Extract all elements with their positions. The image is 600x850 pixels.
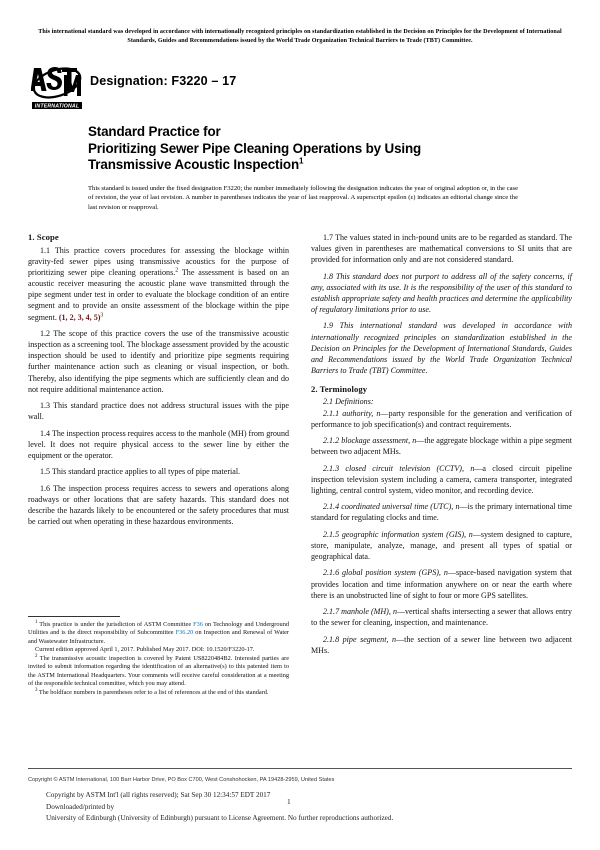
term-gis: 2.1.5 geographic information system (GIS), n	[323, 529, 473, 539]
footnote-current-edition: Current edition approved April 1, 2017. Published May 2017. DOI: 10.1520/F3220-17.	[35, 646, 255, 653]
p1-1-footnote-marker: 2	[175, 267, 179, 274]
wto-tbt-banner: This international standard was developed in accordance with internationally recognized principles on standardization established in the Decision on Principles for the Development of International Standards, Guides and Recommendations issued by the World Trade Organization Technical Barriers to Trade (TBT) Committee.	[38, 29, 562, 45]
paragraph-1-1	[28, 245, 289, 323]
footnote-3-text: The boldface numbers in parentheses refer to a list of references at the end of this standard.	[37, 688, 269, 696]
paragraph-1-2: 1.2 The scope of this practice covers the use of the transmissive acoustic inspection as a screening tool. The blockage assessment provided by the acoustic inspection should be used to identify and prioritize pipe segments requiring further maintenance action such as cleaning or visual inspection, or both. Thereby, also identifying the pipe segments which are sufficiently clean and do not require additional maintenance action.	[28, 328, 289, 394]
def-gis: —system designed to capture, store, manipulate, analyze, manage, and present all types of spatial or geographical data.	[311, 529, 572, 562]
footnote-1-text-a: This practice is under the jurisdiction of ASTM Committee	[37, 620, 194, 628]
paragraph-2-1-5	[311, 529, 572, 562]
footnote-1-text-c: on Inspection and Renewal of Water and Wastewater Infrastructure.	[28, 629, 289, 645]
paragraph-2-1-7	[311, 606, 572, 628]
astm-logo-icon	[31, 60, 83, 110]
title-line-1: Standard Practice for	[88, 124, 221, 139]
document-title	[88, 124, 518, 174]
license-line-1: Copyright by ASTM Int'l (all rights reserved); Sat Sep 30 12:34:57 EDT 2017	[46, 791, 271, 799]
paragraph-2-1-1	[311, 408, 572, 430]
footnote-2	[28, 655, 289, 689]
p1-1-refs-footnote-marker: 3	[100, 311, 104, 318]
paragraph-1-9: 1.9 This international standard was developed in accordance with internationally recognized principles on standardization established in the Decision on Principles for the Development of International Standards, Guides and Recommendations issued by the World Trade Organization Technical Barriers to Trade (TBT) Committee.	[311, 321, 572, 376]
column-right	[311, 232, 572, 656]
license-line-2: Downloaded/printed by	[46, 802, 115, 811]
term-cctv: 2.1.3 closed circuit television (CCTV), n	[323, 463, 475, 473]
term-gps: 2.1.6 global position system (GPS), n	[323, 568, 448, 578]
issued-under-note: This standard is issued under the fixed designation F3220; the number immediately following the designation indicates the year of original adoption or, in the case of revision, the year of last revision. A number in parentheses indicates the year of last reapproval. A superscript epsilon (ε) indicates an editorial change since the last revision or reapproval.	[88, 185, 518, 211]
footnote-3-marker: 3	[35, 687, 38, 693]
def-utc: —is the primary international time standard for regulating clocks and time.	[311, 502, 573, 523]
title-line-2: Prioritizing Sewer Pipe Cleaning Operations by Using	[88, 140, 422, 156]
paragraph-2-1-3	[311, 463, 572, 496]
page-number: 1	[287, 797, 291, 806]
paragraph-1-8: 1.8 This standard does not purport to address all of the safety concerns, if any, associated with its use. It is the responsibility of the user of this standard to establish appropriate safety and health practices and determine the applicability of regulatory limitations prior to use.	[311, 271, 572, 315]
term-manhole: 2.1.7 manhole (MH), n	[323, 607, 397, 617]
paragraph-2-1-4	[311, 501, 572, 523]
paragraph-1-4: 1.4 The inspection process requires access to the manhole (MH) from ground level. It does not require physical access to the sewer line by either the equipment or the operator.	[28, 428, 289, 460]
title-line-3-text: Transmissive Acoustic Inspection	[88, 157, 300, 173]
heading-scope: 1. Scope	[28, 232, 59, 242]
def-manhole: —vertical shafts intersecting a sewer that allows entry to the sewer for cleaning, inspection, and maintenance.	[311, 607, 573, 628]
title-footnote-marker: 1	[299, 156, 304, 166]
footnote-3	[28, 689, 289, 698]
paragraph-2-1-8	[311, 634, 572, 656]
footnote-1-text-b: on Technology and Underground Utilities and is the direct responsibility of Subcommittee	[28, 620, 289, 636]
footnote-1	[28, 621, 289, 647]
copyright-notice: Copyright © ASTM International, 100 Barr Harbor Drive, PO Box C700, West Conshohocken, PA 19428-2959, United States	[28, 777, 335, 783]
designation-label: Designation: F3220 – 17	[90, 74, 237, 88]
paragraph-1-7: 1.7 The values stated in inch-pound units are to be regarded as standard. The values given in parentheses are mathematical conversions to SI units that are provided for information only and are not considered standard.	[311, 233, 572, 265]
footer-divider	[28, 768, 572, 769]
subcommittee-f36-20-link[interactable]: F36.20	[175, 629, 194, 636]
header-logo-row	[31, 60, 551, 112]
license-line-3: University of Edinburgh (University of Edinburgh) pursuant to License Agreement. No further reproductions authorized.	[46, 814, 394, 822]
footnotes-block	[28, 616, 289, 697]
heading-terminology: 2. Terminology	[311, 383, 368, 394]
paragraph-1-5: 1.5 This standard practice applies to all types of pipe material.	[40, 467, 241, 477]
p1-1-text-b: The assessment is based on an acoustic receiver measuring the acoustic plane wave transmitted through the pipe segment under test in order to evaluate the blockage condition of an entire segment and to provide an onsite assessment of the blockage within the pipe segment.	[28, 267, 289, 322]
def-blockage-assessment: —the aggregate blockage within a pipe segment between two adjacent MHs.	[311, 436, 572, 457]
license-stamp	[46, 790, 566, 825]
term-utc: 2.1.4 coordinated universal time (UTC), n	[323, 502, 460, 512]
term-blockage-assessment: 2.1.2 blockage assessment, n	[323, 436, 417, 446]
title-line-3	[88, 157, 518, 174]
column-left	[28, 232, 289, 527]
p2-1-text: 2.1 Definitions:	[323, 397, 374, 407]
def-cctv: —a closed circuit pipeline inspection television system including a camera, camera transporter, integrated lighting, central control system, video monitor, and recording device.	[311, 463, 572, 495]
def-authority: —party responsible for the generation and verification of performance to job specification(s) and contract requirements.	[311, 408, 572, 429]
reference-numbers[interactable]: (1, 2, 3, 4, 5)	[58, 312, 101, 322]
def-pipe-segment: —the section of a sewer line between two adjacent MHs.	[311, 634, 572, 655]
term-pipe-segment: 2.1.8 pipe segment, n	[323, 634, 397, 644]
def-gps: —space-based navigation system that provides location and time information anywhere on or near the earth where there is an unobstructed line of sight to four or more GPS satellites.	[311, 568, 573, 600]
paragraph-1-3: 1.3 This standard practice does not address structural issues with the pipe wall.	[28, 401, 289, 422]
svg-text:INTERNATIONAL: INTERNATIONAL	[34, 103, 80, 110]
p1-1-text-a: 1.1 This practice covers procedures for assessing the blockage within gravity-fed sewer pipes using transmissive acoustics for the purpose of prioritizing sewer pipe cleaning operations.	[28, 245, 289, 277]
paragraph-2-1-2	[311, 435, 572, 457]
paragraph-2-1-6	[311, 567, 572, 600]
paragraph-1-6: 1.6 The inspection process requires access to sewers and operations along roadways or other locations that are safety hazards. This standard does not describe the hazards likely to be encountered or the safety procedures that must be carried out when operating in these hazardous environments.	[28, 483, 289, 527]
footnote-1-marker: 1	[35, 619, 38, 625]
footnote-2-marker: 2	[35, 653, 38, 659]
footnote-2-text: The transmissive acoustic inspection is covered by Patent US8220484B2. Interested parties are invited to submit information regarding the identification of an alternative(s) to this patented item to the ASTM International Headquarters. Your comments will receive careful consideration at a meeting of the responsible technical committee, which you may attend.	[28, 654, 289, 687]
footnote-divider	[28, 616, 120, 617]
term-authority: 2.1.1 authority, n	[323, 408, 381, 418]
paragraph-2-1	[311, 396, 572, 407]
committee-f36-link[interactable]: F36	[193, 620, 203, 628]
